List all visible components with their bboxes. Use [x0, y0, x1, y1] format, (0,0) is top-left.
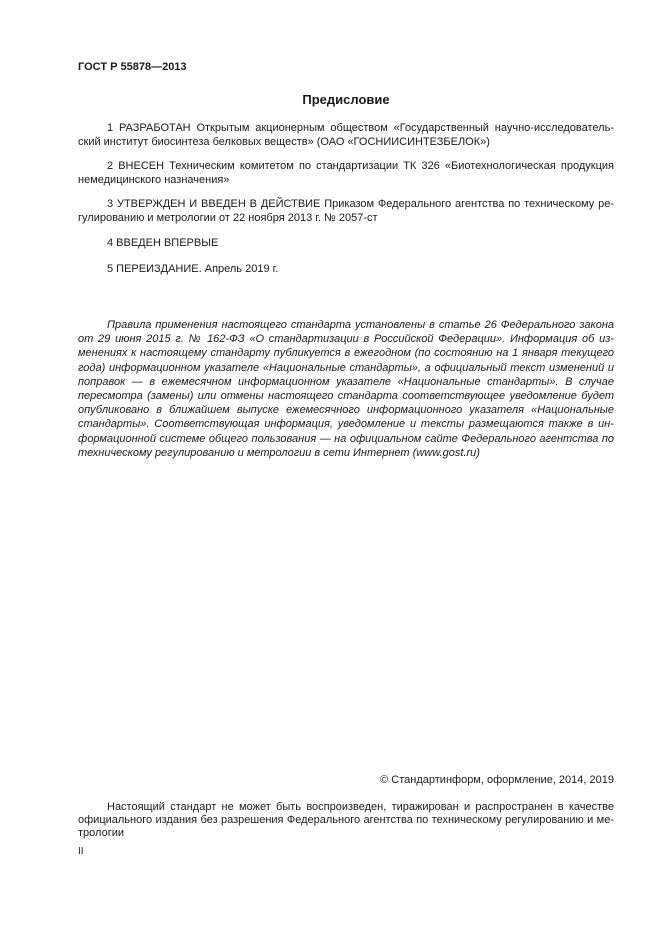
foreword-item-3: 3 УТВЕРЖДЕН И ВВЕДЕН В ДЕЙСТВИЕ Приказом Федерального агентства по техническому ре-гулированию и метрологии от 22 ноября 2013 г. № 2057-ст	[78, 198, 614, 224]
page-title: Предисловие	[302, 92, 390, 107]
copyright: © Стандартинформ, оформление, 2014, 2019	[380, 774, 614, 786]
document-code: ГОСТ Р 55878—2013	[78, 61, 187, 73]
foreword-item-4: 4 ВВЕДЕН ВПЕРВЫЕ	[107, 237, 219, 249]
foreword-item-5: 5 ПЕРЕИЗДАНИЕ. Апрель 2019 г.	[107, 263, 279, 275]
foreword-item-2: 2 ВНЕСЕН Техническим комитетом по стандартизации ТК 326 «Биотехнологическая продукция немедицинского назначения»	[78, 160, 614, 186]
foreword-item-1: 1 РАЗРАБОТАН Открытым акционерным обществом «Государственный научно-исследователь-ский институт биосинтеза белковых веществ» (ОАО «ГОСНИИСИНТЕЗБЕЛОК»)	[78, 122, 614, 148]
application-notice: Правила применения настоящего стандарта установлены в статье 26 Федерального закона от 29 июня 2015 г. № 162-ФЗ «О стандартизации в Российской Федерации». Информация об из-менениях к настоящему стандарту публикуется в ежегодном (по состоянию на 1 января текущего года) информационном указателе «Национальные стандарты», а официальный текст изменений и поправок — в ежемесячном информационном указателе «Национальные стандарты». В случае пересмотра (замены) или отмены настоящего стандарта соответствующее уведомление будет опубликовано в ближайшем выпуске ежемесячного информационного указателя «Национальные стандарты». Соответствующая информация, уведомление и тексты размещаются также в ин-формационной системе общего пользования — на официальном сайте Федерального агентства по техническому регулированию и метрологии в сети Интернет (www.gost.ru)	[78, 319, 614, 459]
page-number: II	[78, 846, 84, 857]
reproduction-notice: Настоящий стандарт не может быть воспроизведен, тиражирован и распространен в качестве официального издания без разрешения Федерального агентства по техническому регулированию и ме-трологии	[78, 801, 614, 839]
